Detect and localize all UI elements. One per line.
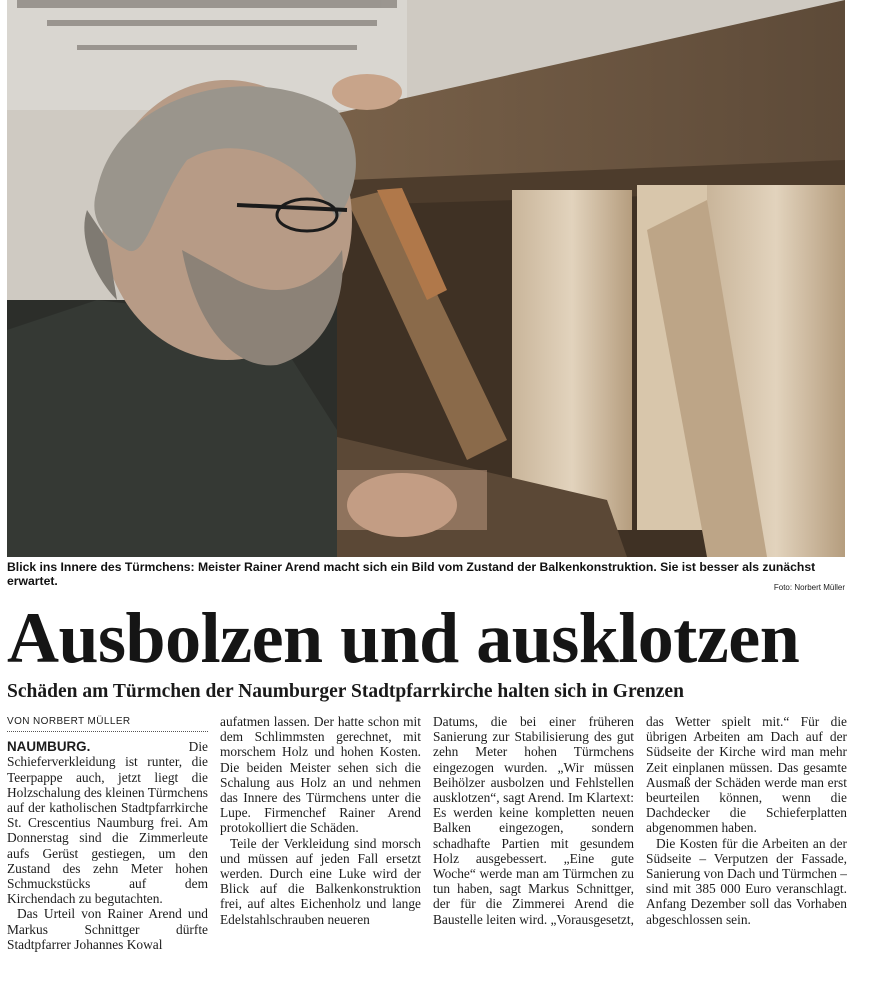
paragraph: Teile der Verkleidung sind morsch und müssen auf jeden Fall ersetzt werden. Durch eine Luke wird der Blick auf die Balkenkonstruktion frei, auf altes Eichenholz und lange Edelstahlschrauben neueren	[220, 835, 421, 927]
article-column-4	[646, 714, 847, 995]
subheadline: Schäden am Türmchen der Naumburger Stadtpfarrkirche halten sich in Grenzen	[7, 681, 684, 702]
paragraph: aufatmen lassen. Der hatte schon mit dem Schlimmsten gerechnet, mit morschem Holz und hohen Kosten. Die beiden Meister sehen sich die Schalung aus Holz an und nehmen das Innere des Türmchens unter die Lupe. Firmenchef Rainer Arend protokolliert die Schäden.	[220, 714, 421, 836]
article-column-1	[7, 714, 208, 995]
paragraph: Die Kosten für die Arbeiten an der Südseite – Verputzen der Fassade, Sanierung von Dach und Türmchen – sind mit 385 000 Euro veranschlagt. Anfang Dezember soll das Vorhaben abgeschlossen sein.	[646, 835, 847, 927]
article-column-3	[433, 714, 634, 995]
paragraph: das Wetter spielt mit.“ Für die übrigen Arbeiten am Dach auf der Südseite der Kirche wird man mehr Zeit einplanen müssen. Das gesamte Ausmaß der Schäden werde man erst beurteilen können, wenn die Dachdecker die Schieferplatten abgenommen haben.	[646, 714, 847, 836]
headline: Ausbolzen und ausklotzen	[7, 598, 800, 678]
dateline: NAUMBURG.	[7, 739, 91, 755]
byline: VON NORBERT MÜLLER	[7, 714, 208, 732]
paragraph: Datums, die bei einer früheren Sanierung zur Stabilisierung des gut zehn Meter hohen Türmchens eingezogen wurden. „Wir müssen Beihölzer ausbolzen und Fehlstellen ausklotzen“, sagt Arend. Im Klartext: Es werden keine kompletten neuen Balken eingezogen, sondern schadhafte Partien mit gesundem Holz ausgebessert. „Eine gute Woche“ werde man am Türmchen zu tun haben, sagt Markus Schnittger, der für die Zimmerei Arend die Baustelle leiten wird. „Vorausgesetzt,	[433, 714, 634, 927]
article-body	[7, 714, 847, 995]
article-photo	[7, 0, 845, 557]
paragraph-text: Die Schieferverkleidung ist runter, die Teerpappe auch, jetzt liegt die Holzschalung des kleinen Türmchens auf der katholischen Stadtpfarrkirche St. Crescentius Naumburg frei. Am Donnerstag sind die Zimmerleute aufs Gerüst gestiegen, um den Zustand des zehn Meter hohen Schmuckstücks auf dem Kirchendach zu begutachten.	[7, 739, 208, 907]
photo-credit: Foto: Norbert Müller	[773, 583, 845, 592]
paragraph	[7, 739, 208, 906]
photo-caption: Blick ins Innere des Türmchens: Meister Rainer Arend macht sich ein Bild vom Zustand der Balkenkonstruktion. Sie ist besser als zunächst erwartet.	[7, 560, 816, 588]
photo-illustration	[7, 0, 845, 557]
paragraph: Das Urteil von Rainer Arend und Markus Schnittger dürfte Stadtpfarrer Johannes Kowal	[7, 906, 208, 952]
article-column-2	[220, 714, 421, 995]
